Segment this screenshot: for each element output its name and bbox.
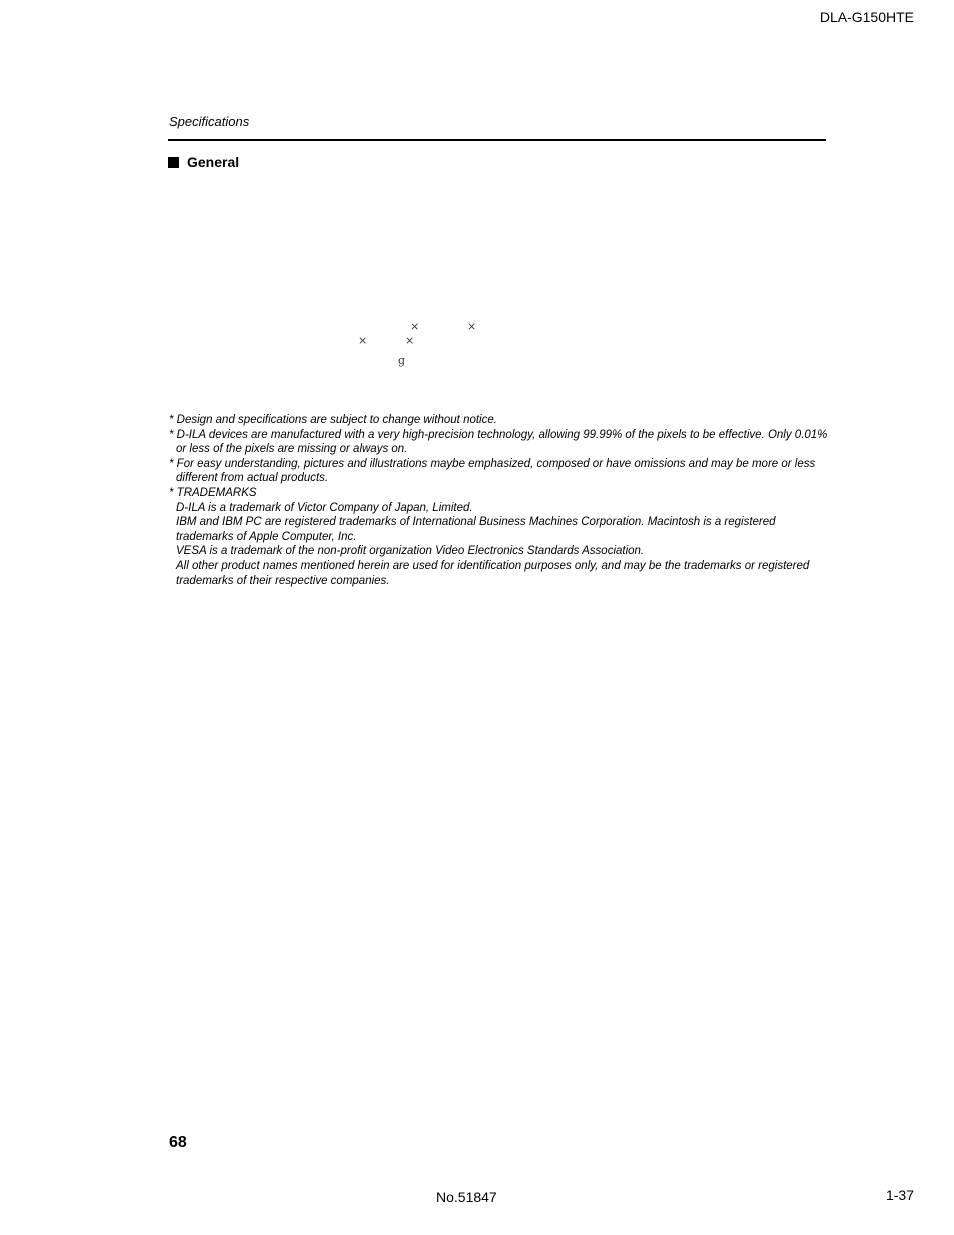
header-divider	[168, 139, 826, 141]
model-number: DLA-G150HTE	[819, 9, 914, 25]
page-number: 68	[169, 1134, 187, 1151]
trademark-d-ila: D-ILA is a trademark of Victor Company of Japan, Limited.	[176, 501, 473, 514]
note-d-ila-pixels: * D-ILA devices are manufactured with a very high-precision technology, allowing 99.99% of the pixels to be effective. Only 0.01% or less of the pixels are missing or always on.	[169, 428, 828, 456]
note-illustrations: * For easy understanding, pictures and illustrations maybe emphasized, composed or have omissions and may be more or less different from actual products.	[169, 457, 816, 485]
general-title: General	[187, 154, 240, 170]
trademark-vesa: VESA is a trademark of the non-profit organization Video Electronics Standards Association.	[176, 545, 645, 558]
sheet-number: 1-37	[885, 1187, 914, 1203]
trademark-other: All other product names mentioned herein are used for identification purposes only, and may be the trademarks or registered trademarks of their respective companies.	[176, 559, 810, 587]
times-glyph: ×	[467, 320, 477, 333]
note-design: * Design and specifications are subject to change without notice.	[169, 414, 497, 426]
section-header: Specifications	[169, 114, 250, 129]
general-heading	[168, 154, 239, 170]
document-number: No.51847	[436, 1189, 497, 1205]
times-glyph: ×	[405, 334, 415, 347]
g-glyph: g	[398, 354, 406, 367]
trademark-ibm-macintosh: IBM and IBM PC are registered trademarks of International Business Machines Corporation. Macintosh is a registered trademarks of Apple Computer, Inc.	[176, 516, 776, 543]
times-glyph: ×	[410, 320, 420, 333]
note-trademarks-heading: * TRADEMARKS	[169, 486, 257, 499]
notes-block	[169, 413, 829, 588]
square-bullet-icon	[168, 157, 179, 168]
times-glyph: ×	[358, 334, 368, 347]
